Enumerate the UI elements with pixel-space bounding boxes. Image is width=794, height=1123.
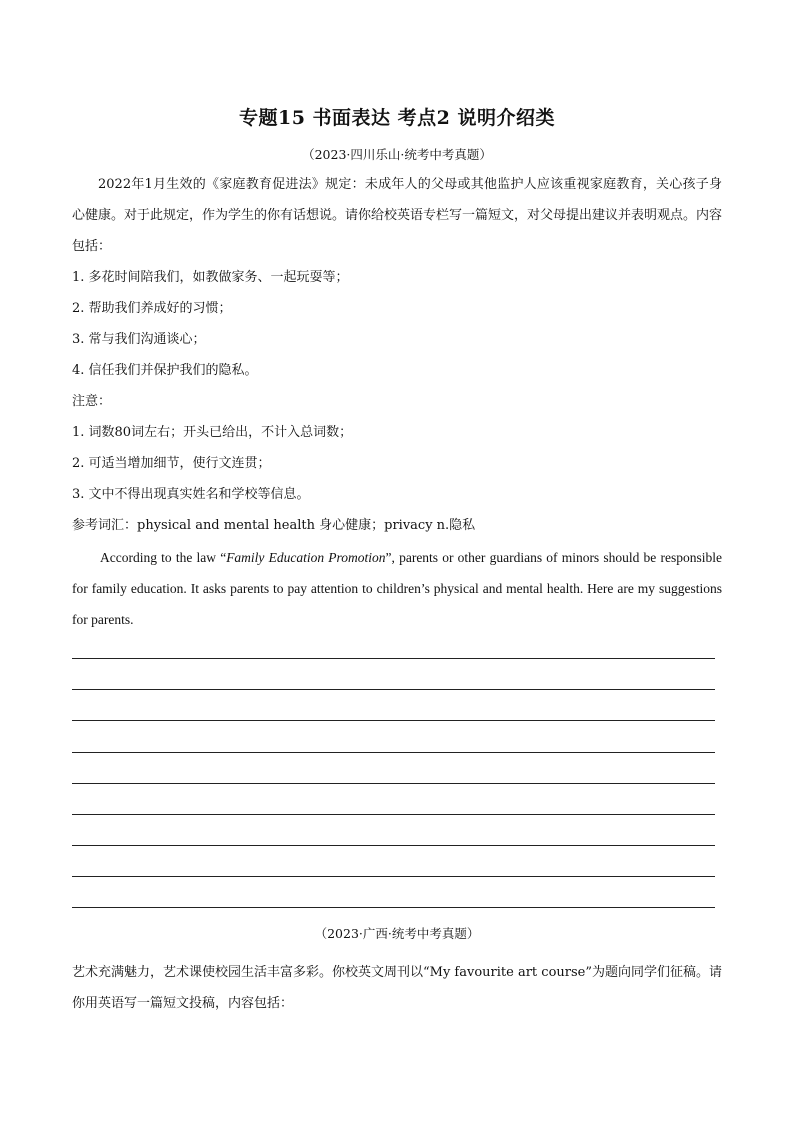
task1-vocab: 参考词汇：physical and mental health 身心健康；privacy n.隐私 [72, 518, 476, 533]
task1-source: （2023·四川乐山·统考中考真题） [302, 147, 492, 162]
writing-line[interactable] [72, 720, 715, 721]
writing-line[interactable] [72, 689, 715, 690]
task1-note-1: 1. 词数80词左右；开头已给出，不计入总词数； [72, 425, 353, 440]
writing-line[interactable] [72, 783, 715, 784]
task1-point-4: 4. 信任我们并保护我们的隐私。 [72, 363, 258, 378]
opening-text-start: According to the law “ [100, 550, 227, 565]
opening-text-rest: ”, parents or other guardians of minors should be responsible for family education. It asks parents to pay attention to children’s physical and mental health. Here are my suggestions for parents. [72, 550, 722, 627]
task2-prompt: 艺术充满魅力，艺术课使校园生活丰富多彩。你校英文周刊以“My favourite art course”为题向同学们征稿。请你用英语写一篇短文投稿，内容包括： [72, 965, 722, 1011]
task2-source: （2023·广西·统考中考真题） [314, 926, 480, 941]
writing-line[interactable] [72, 876, 715, 877]
page-title: 专题15 书面表达 考点2 说明介绍类 [238, 107, 555, 129]
writing-line[interactable] [72, 845, 715, 846]
writing-line[interactable] [72, 752, 715, 753]
writing-line[interactable] [72, 907, 715, 908]
task1-opening-paragraph [72, 542, 722, 635]
task1-note-3: 3. 文中不得出现真实姓名和学校等信息。 [72, 487, 310, 502]
task1-point-3: 3. 常与我们沟通谈心； [72, 332, 206, 347]
writing-line[interactable] [72, 658, 715, 659]
task1-notes-label: 注意： [72, 394, 112, 409]
task1-point-1: 1. 多花时间陪我们，如教做家务、一起玩耍等； [72, 270, 349, 285]
law-name: Family Education Promotion [226, 550, 386, 565]
task1-note-2: 2. 可适当增加细节，使行文连贯； [72, 456, 271, 471]
task1-point-2: 2. 帮助我们养成好的习惯； [72, 301, 232, 316]
writing-line[interactable] [72, 814, 715, 815]
task1-prompt: 2022年1月生效的《家庭教育促进法》规定：未成年人的父母或其他监护人应该重视家庭教育，关心孩子身心健康。对于此规定，作为学生的你有话想说。请你给校英语专栏写一篇短文，对父母提出建议并表明观点。内容包括： [72, 177, 723, 254]
